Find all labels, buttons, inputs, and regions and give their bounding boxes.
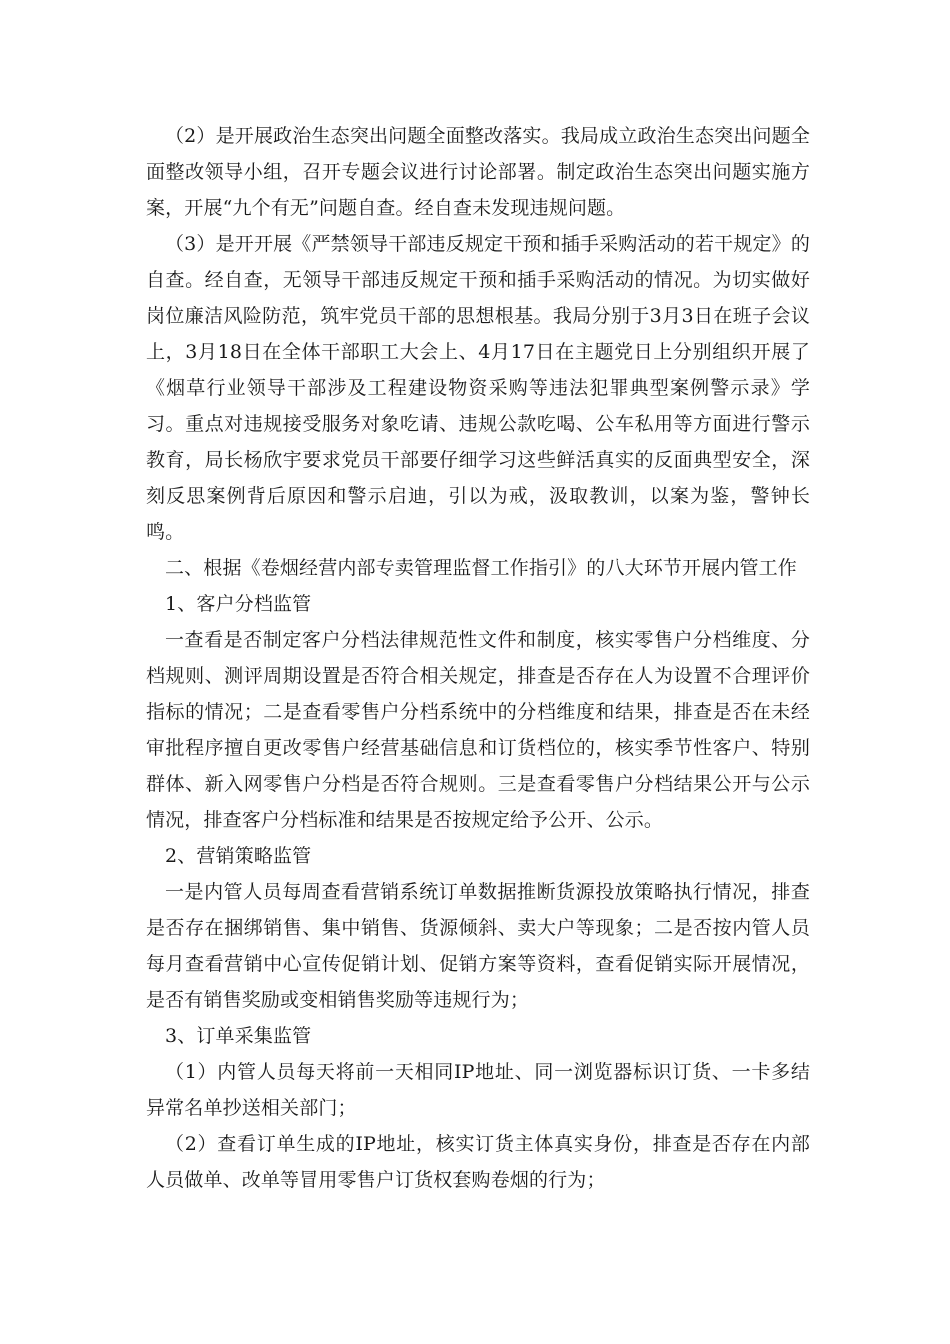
- paragraph-customer-grading: 一查看是否制定客户分档法律规范性文件和制度，核实零售户分档维度、分档规则、测评周期设置是否符合相关规定，排查是否存在人为设置不合理评价指标的情况；二是查看零售户分档系统中的分档维度和结果，排查是否在未经审批程序擅自更改零售户经营基础信息和订货档位的，核实季节性客户、特别群体、新入网零售户分档是否符合规则。三是查看零售户分档结果公开与公示情况，排查客户分档标准和结果是否按规定给予公开、公示。: [146, 629, 810, 831]
- paragraph-order-collection-2: （2）查看订单生成的IP地址，核实订货主体真实身份，排查是否存在内部人员做单、改单等冒用零售户订货权套购卷烟的行为；: [146, 1133, 810, 1191]
- paragraph-marketing-strategy: 一是内管人员每周查看营销系统订单数据推断货源投放策略执行情况，排查是否存在捆绑销售、集中销售、货源倾斜、卖大户等现象；二是否按内管人员每月查看营销中心宣传促销计划、促销方案等资料，查看促销实际开展情况，是否有销售奖励或变相销售奖励等违规行为；: [146, 881, 810, 1011]
- document-body: [146, 118, 810, 1198]
- paragraph-political-ecology-rectification: （2）是开展政治生态突出问题全面整改落实。我局成立政治生态突出问题全面整改领导小组，召开专题会议进行讨论部署。制定政治生态突出问题实施方案，开展“九个有无”问题自查。经自查未发现违规问题。: [146, 125, 810, 219]
- paragraph-order-collection-1: （1）内管人员每天将前一天相同IP地址、同一浏览器标识订货、一卡多结异常名单抄送相关部门；: [146, 1061, 810, 1119]
- subheading-marketing-strategy: 2、营销策略监管: [165, 845, 312, 867]
- subheading-customer-grading: 1、客户分档监管: [165, 593, 312, 615]
- subheading-order-collection: 3、订单采集监管: [165, 1025, 312, 1047]
- paragraph-procurement-self-check: （3）是开开展《严禁领导干部违反规定干预和插手采购活动的若干规定》的自查。经自查，无领导干部违反规定干预和插手采购活动的情况。为切实做好岗位廉洁风险防范，筑牢党员干部的思想根基。我局分别于3月3日在班子会议上，3月18日在全体干部职工大会上、4月17日在主题党日上分别组织开展了《烟草行业领导干部涉及工程建设物资采购等违法犯罪典型案例警示录》学习。重点对违规接受服务对象吃请、违规公款吃喝、公车私用等方面进行警示教育，局长杨欣宇要求党员干部要仔细学习这些鲜活真实的反面典型安全，深刻反思案例背后原因和警示启迪，引以为戒，汲取教训，以案为鉴，警钟长鸣。: [146, 233, 810, 543]
- section-heading-internal-management: 二、根据《卷烟经营内部专卖管理监督工作指引》的八大环节开展内管工作: [165, 557, 797, 579]
